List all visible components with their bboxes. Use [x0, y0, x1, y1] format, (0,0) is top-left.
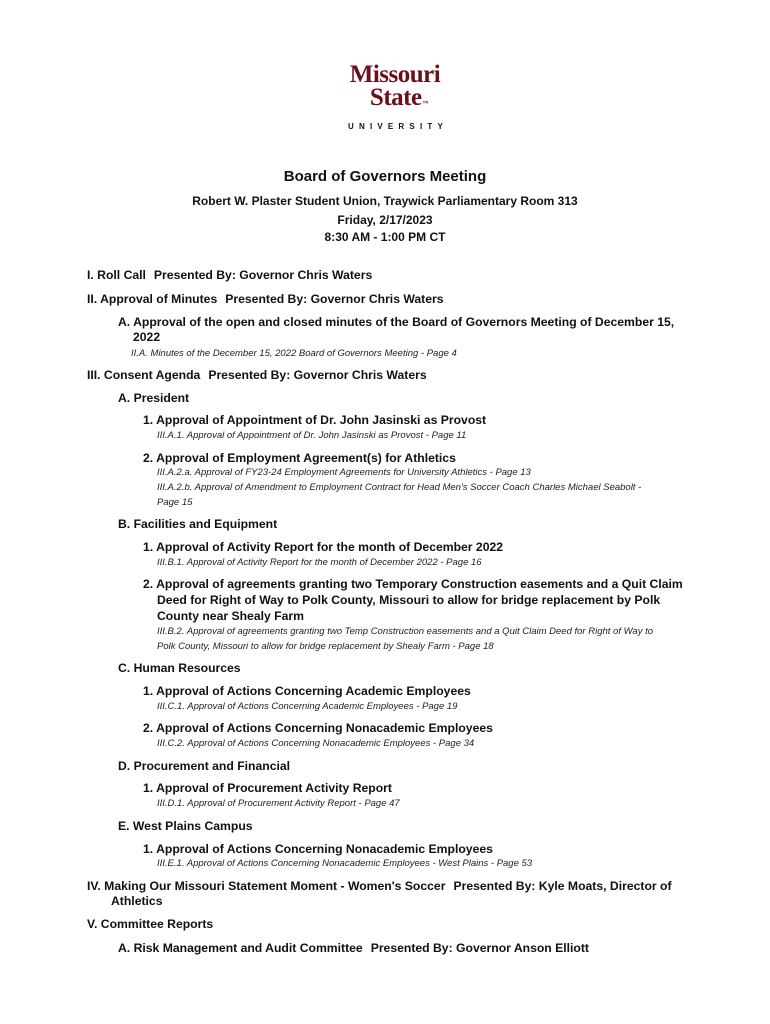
attachment-link[interactable]: II.A. Minutes of the December 15, 2022 Board of Governors Meeting - Page 4 — [131, 348, 457, 359]
attachment-link-cont[interactable]: Polk County, Missouri to allow for bridge replacement by Shealy Farm - Page 18 — [157, 641, 494, 652]
agenda-subitem-minutes-approval: A. Approval of the open and closed minutes of the Board of Governors Meeting of December 15, — [118, 315, 675, 329]
logo-line-missouri: Missouri — [349, 61, 441, 88]
agenda-subitem-easements-cont: Deed for Right of Way to Polk County, Missouri to allow for bridge replacement by Polk — [157, 593, 661, 607]
agenda-item-approval-of-minutes — [87, 291, 444, 307]
section-human-resources: C. Human Resources — [118, 661, 241, 675]
logo-state-text: State — [369, 84, 422, 111]
section-facilities: B. Facilities and Equipment — [118, 517, 278, 531]
attachment-link[interactable]: III.E.1. Approval of Actions Concerning Nonacademic Employees - West Plains - Page 53 — [157, 858, 533, 869]
item-presenter: Presented By: Governor Chris Waters — [208, 368, 427, 382]
agenda-subitem-athletics-agreements: 2. Approval of Employment Agreement(s) for Athletics — [143, 451, 456, 465]
university-logo — [340, 61, 450, 131]
attachment-link[interactable]: III.C.2. Approval of Actions Concerning Nonacademic Employees - Page 34 — [157, 738, 475, 749]
attachment-link[interactable]: III.A.2.a. Approval of FY23-24 Employment Agreements for University Athletics - Page 13 — [157, 467, 531, 478]
agenda-subitem-nonacademic-employees: 2. Approval of Actions Concerning Nonacademic Employees — [143, 721, 493, 735]
item-presenter: Presented By: Governor Anson Elliott — [370, 941, 589, 955]
section-west-plains: E. West Plains Campus — [118, 819, 253, 833]
logo-trademark: ™ — [422, 101, 429, 107]
meeting-location: Robert W. Plaster Student Union, Traywick Parliamentary Room 313 — [192, 194, 578, 208]
meeting-title: Board of Governors Meeting — [283, 168, 487, 185]
item-presenter: Presented By: Governor Chris Waters — [153, 268, 373, 282]
agenda-subitem-risk-management — [118, 940, 589, 956]
section-president: A. President — [118, 391, 190, 405]
agenda-item-roll-call — [87, 267, 372, 283]
agenda-item-committee-reports: V. Committee Reports — [87, 917, 214, 931]
logo-line-state — [340, 86, 450, 116]
attachment-link[interactable]: III.A.1. Approval of Appointment of Dr. John Jasinski as Provost - Page 11 — [157, 430, 467, 441]
attachment-link[interactable]: III.D.1. Approval of Procurement Activity Report - Page 47 — [157, 798, 400, 809]
agenda-item-statement-moment — [87, 878, 672, 894]
section-procurement: D. Procurement and Financial — [118, 759, 291, 773]
agenda-item-statement-moment-cont: Athletics — [111, 894, 163, 908]
attachment-link[interactable]: III.A.2.b. Approval of Amendment to Employment Contract for Head Men's Soccer Coach Charles Michael Seabolt - — [157, 482, 642, 493]
attachment-link[interactable]: III.B.1. Approval of Activity Report for the month of December 2022 - Page 16 — [157, 557, 482, 568]
attachment-link[interactable]: III.C.1. Approval of Actions Concerning Academic Employees - Page 19 — [157, 701, 458, 712]
meeting-time: 8:30 AM - 1:00 PM CT — [324, 230, 446, 244]
item-title: III. Consent Agenda — [87, 368, 201, 382]
logo-line-university: UNIVERSITY — [347, 122, 448, 131]
agenda-subitem-west-plains-employees: 1. Approval of Actions Concerning Nonacademic Employees — [143, 842, 493, 856]
agenda-subitem-activity-report: 1. Approval of Activity Report for the month of December 2022 — [143, 540, 504, 554]
attachment-link-cont[interactable]: Page 15 — [157, 497, 193, 508]
agenda-subitem-easements-cont: County near Shealy Farm — [157, 609, 304, 623]
item-title: I. Roll Call — [87, 268, 146, 282]
meeting-date: Friday, 2/17/2023 — [337, 213, 433, 227]
agenda-subitem-easements: 2. Approval of agreements granting two Temporary Construction easements and a Quit Claim — [143, 577, 683, 591]
item-title: A. Risk Management and Audit Committee — [118, 941, 363, 955]
item-presenter: Presented By: Kyle Moats, Director of — [453, 879, 672, 893]
item-title: II. Approval of Minutes — [87, 292, 218, 306]
item-title: IV. Making Our Missouri Statement Moment - Women's Soccer — [87, 879, 446, 893]
agenda-item-consent-agenda — [87, 367, 427, 383]
agenda-subitem-procurement-report: 1. Approval of Procurement Activity Report — [143, 781, 392, 795]
agenda-subitem-provost: 1. Approval of Appointment of Dr. John Jasinski as Provost — [143, 413, 487, 427]
item-presenter: Presented By: Governor Chris Waters — [225, 292, 444, 306]
agenda-subitem-academic-employees: 1. Approval of Actions Concerning Academic Employees — [143, 684, 471, 698]
agenda-subitem-minutes-approval-cont: 2022 — [133, 330, 161, 344]
attachment-link[interactable]: III.B.2. Approval of agreements granting two Temp Construction easements and a Quit Claim Deed for Right of Way to — [157, 626, 654, 637]
